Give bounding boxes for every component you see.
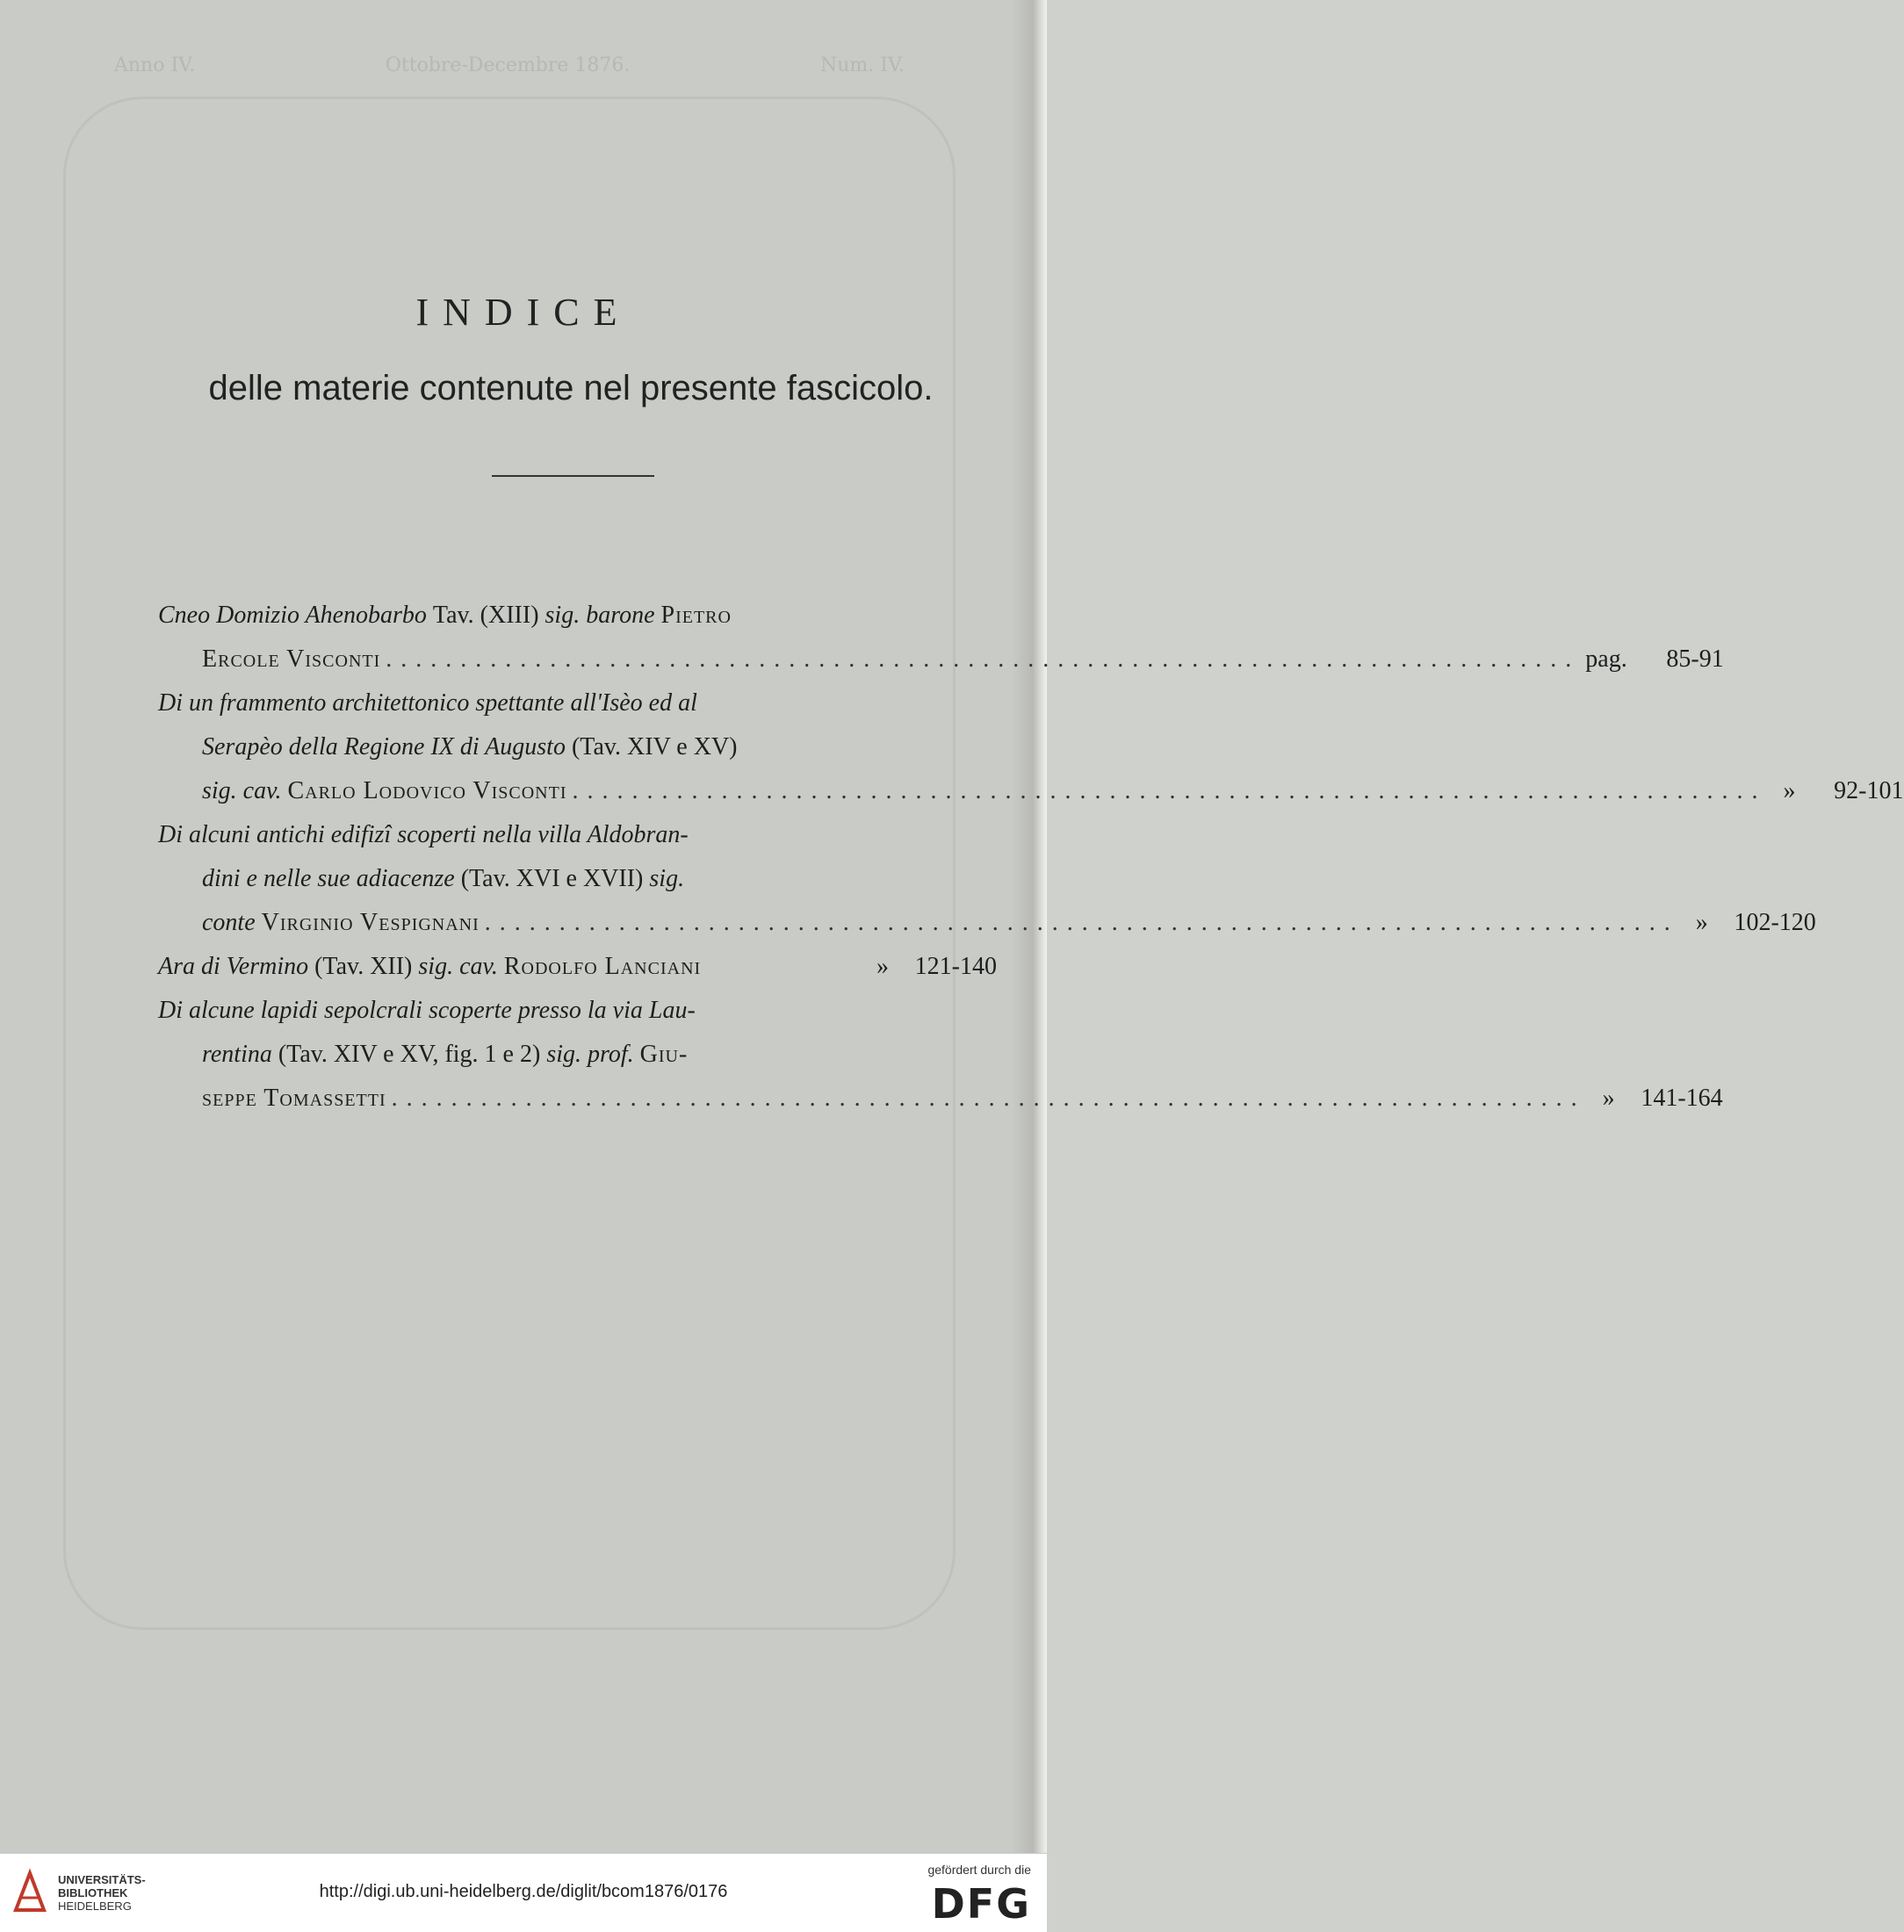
toc-entry <box>158 594 1724 681</box>
toc-text-segment: Di alcuni antichi edifizî scoperti nella villa Aldobran- <box>158 821 689 848</box>
toc-text-segment: (Tav. XVI e XVII) <box>460 865 650 892</box>
page-range: 85-91 <box>1666 645 1724 673</box>
toc-text-segment: (Tav. XIV e XV, fig. 1 e 2) <box>278 1041 547 1068</box>
toc-text-segment: conte <box>202 909 262 936</box>
toc-line-text <box>158 602 732 629</box>
toc-line <box>158 681 997 725</box>
toc-line-text <box>202 1077 386 1121</box>
toc-line-text <box>158 821 689 848</box>
toc-text-segment: Virginio Vespignani <box>261 909 480 936</box>
dot-leader: ................................................................................ <box>386 645 1581 673</box>
title-divider <box>492 475 654 477</box>
bleed-header-right: Num. IV. <box>820 54 905 76</box>
page-range: 92-101 <box>1834 777 1904 804</box>
toc-line-text <box>202 769 567 813</box>
toc-line-text <box>202 865 684 892</box>
toc-text-segment: Rodolfo Lanciani <box>503 953 702 980</box>
toc-text-segment: Cneo Domizio Ahenobarbo <box>158 602 433 629</box>
toc-text-segment: Giu- <box>639 1041 689 1068</box>
table-of-contents <box>158 594 1904 1121</box>
toc-text-segment: Di alcune lapidi sepolcrali scoperte presso la via Lau- <box>158 997 696 1024</box>
funding-note: gefördert durch die <box>927 1863 1031 1877</box>
toc-line <box>158 945 997 989</box>
toc-line <box>158 901 1816 945</box>
toc-line <box>158 769 1904 813</box>
library-name-line3: HEIDELBERG <box>58 1900 132 1913</box>
toc-text-segment: (Tav. XIV e XV) <box>571 733 738 761</box>
toc-line <box>158 1077 1723 1121</box>
page-ref-mark: » <box>1602 1085 1615 1112</box>
toc-text-segment: sig. prof. <box>546 1041 640 1068</box>
toc-entry <box>158 681 1904 813</box>
toc-line <box>158 857 997 901</box>
toc-text-segment: sig. cav. <box>418 953 504 980</box>
page-range: 121-140 <box>914 953 997 980</box>
toc-line-text <box>158 689 697 717</box>
page-subtitle: delle materie contenute nel presente fascicolo. <box>208 369 934 407</box>
toc-line <box>158 638 1724 681</box>
page-title: INDICE <box>415 291 631 334</box>
toc-line-text <box>202 901 480 945</box>
bleed-through-header <box>114 54 905 76</box>
toc-text-segment: rentina <box>202 1041 278 1068</box>
toc-line <box>158 989 997 1033</box>
dfg-logo: DFG <box>931 1880 1031 1928</box>
dot-leader: ................................................................................ <box>572 777 1767 804</box>
page-ref-mark: » <box>876 953 889 980</box>
toc-line-text <box>202 1041 688 1068</box>
dot-leader: ................................................................................ <box>484 909 1679 936</box>
page-range: 102-120 <box>1734 909 1816 936</box>
dot-leader: ................................................................................ <box>391 1085 1586 1112</box>
toc-text-segment: Pietro <box>660 602 732 629</box>
toc-text-segment: sig. barone <box>545 602 661 629</box>
toc-text-segment: dini e nelle sue adiacenze <box>202 865 461 892</box>
page-ref-mark: » <box>1783 777 1796 804</box>
toc-text-segment: Carlo Lodovico Visconti <box>287 777 567 804</box>
toc-entry <box>158 989 1723 1121</box>
bleed-header-left: Anno IV. <box>114 54 196 76</box>
permalink[interactable]: http://digi.ub.uni-heidelberg.de/diglit/bcom1876/0176 <box>319 1882 728 1901</box>
page-range: 141-164 <box>1641 1085 1723 1112</box>
toc-line-text <box>158 997 696 1024</box>
toc-line <box>158 1033 997 1077</box>
toc-text-segment: sig. <box>649 865 685 892</box>
toc-text-segment: (Tav. XII) <box>314 953 419 980</box>
toc-text-segment: sig. cav. <box>202 777 288 804</box>
library-name-line1: UNIVERSITÄTS- <box>58 1873 146 1886</box>
toc-text-segment: Serapèo della Regione IX di Augusto <box>202 733 572 761</box>
page-ref-mark: pag. <box>1585 645 1627 673</box>
toc-entry <box>158 813 1816 945</box>
toc-entry <box>158 945 997 989</box>
bleed-header-center: Ottobre-Decembre 1876. <box>385 54 631 76</box>
toc-line <box>158 725 997 769</box>
library-name-line2: BIBLIOTHEK <box>58 1886 128 1900</box>
viewer-footer <box>0 1853 1047 1932</box>
toc-text-segment: Ara di Vermino <box>158 953 315 980</box>
toc-line <box>158 813 997 857</box>
toc-line-text <box>158 945 701 989</box>
toc-line-text <box>202 733 738 761</box>
toc-text-segment: Tav. (XIII) <box>432 602 545 629</box>
toc-text-segment: seppe Tomassetti <box>202 1085 386 1112</box>
toc-text-segment: Di un frammento architettonico spettante all'Isèo ed al <box>158 689 697 717</box>
toc-text-segment: Ercole Visconti <box>202 645 381 673</box>
page-ref-mark: » <box>1695 909 1708 936</box>
toc-line-text <box>202 638 380 681</box>
toc-line <box>158 594 997 638</box>
